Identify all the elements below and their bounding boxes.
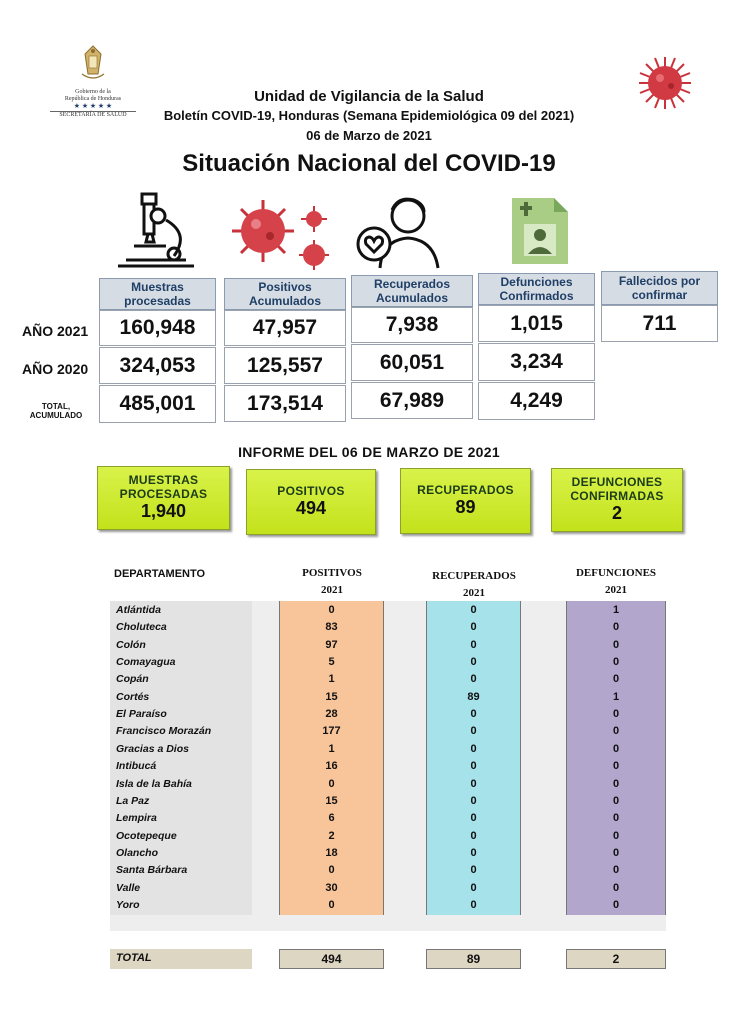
dept-name: El Paraíso [116, 708, 167, 720]
daily-defunciones-label: DEFUNCIONES CONFIRMADAS [570, 475, 664, 503]
total-recuperados: 89 [426, 949, 521, 969]
daily-report-title: INFORME DEL 06 DE MARZO DE 2021 [238, 444, 500, 460]
dept-recuperados: 0 [470, 812, 477, 824]
dept-positivos: 30 [325, 882, 338, 894]
value-recuperados-2021: 7,938 [351, 307, 473, 343]
dept-recuperados: 0 [470, 604, 477, 616]
dept-recuperados: 89 [467, 691, 480, 703]
dept-recuperados: 0 [470, 882, 477, 894]
dept-positivos: 83 [325, 621, 338, 633]
dept-name: Yoro [116, 899, 140, 911]
row-label-total: TOTAL, ACUMULADO [29, 402, 83, 420]
total-label: TOTAL [116, 952, 152, 964]
dept-name: Francisco Morazán [116, 725, 212, 737]
col-positivos: Positivos Acumulados [224, 278, 346, 310]
value-fallecidos-confirmar: 711 [601, 305, 718, 342]
logo-text-1: Gobierno de la [75, 89, 111, 95]
logo-stars: ★ ★ ★ ★ ★ [73, 102, 113, 110]
dept-name: Atlántida [116, 604, 161, 616]
dept-defunciones: 0 [612, 795, 620, 807]
org-name: Unidad de Vigilancia de la Salud [254, 88, 484, 105]
dept-defunciones: 0 [612, 899, 620, 911]
dept-recuperados: 0 [470, 864, 477, 876]
total-positivos: 494 [279, 949, 384, 969]
col-defunciones: Defunciones Confirmados [478, 273, 595, 305]
col-positivos-year: 2021 [321, 584, 343, 596]
bulletin-title: Boletín COVID-19, Honduras (Semana Epidemiológica 09 del 2021) [163, 108, 575, 123]
dept-defunciones: 0 [612, 673, 620, 685]
row-label-2021: AÑO 2021 [22, 323, 89, 339]
dept-recuperados: 0 [470, 795, 477, 807]
dept-name: Isla de la Bahía [116, 778, 192, 790]
dept-name: Santa Bárbara [116, 864, 188, 876]
col-positivos-label: POSITIVOS [302, 567, 362, 579]
dept-name: Intibucá [116, 760, 157, 772]
dept-defunciones: 0 [612, 847, 620, 859]
dept-positivos: 16 [325, 760, 338, 772]
value-defunciones-2020: 3,234 [478, 343, 595, 381]
dept-defunciones: 0 [612, 778, 620, 790]
col-defunciones-label: DEFUNCIONES [575, 567, 657, 579]
value-muestras-2020: 324,053 [99, 347, 216, 384]
dept-name: Colón [116, 639, 146, 651]
dept-positivos: 15 [325, 795, 338, 807]
dept-defunciones: 0 [612, 621, 620, 633]
col-recuperados-year: 2021 [463, 587, 485, 599]
dept-defunciones: 1 [612, 604, 620, 616]
dept-positivos: 18 [325, 847, 338, 859]
dept-defunciones: 0 [612, 656, 620, 668]
dept-recuperados: 0 [470, 621, 477, 633]
logo-text-2: República de Honduras [64, 96, 122, 102]
daily-defunciones-value: 2 [611, 503, 622, 523]
value-positivos-2020: 125,557 [224, 347, 346, 384]
dept-name: Valle [116, 882, 141, 894]
dept-recuperados: 0 [470, 899, 477, 911]
daily-recuperados-label: RECUPERADOS [417, 483, 514, 497]
daily-positivos-label: POSITIVOS [277, 484, 345, 498]
dept-positivos: 28 [325, 708, 338, 720]
dept-defunciones: 0 [612, 743, 620, 755]
dept-name: Copán [116, 673, 149, 685]
dept-positivos: 1 [328, 743, 335, 755]
dept-name: Lempira [116, 812, 157, 824]
value-defunciones-total: 4,249 [478, 382, 595, 420]
total-defunciones: 2 [566, 949, 666, 969]
dept-recuperados: 0 [470, 725, 477, 737]
dept-positivos: 15 [325, 691, 338, 703]
daily-recuperados-value: 89 [455, 497, 476, 517]
dept-positivos: 0 [328, 778, 335, 790]
dept-recuperados: 0 [470, 760, 477, 772]
row-label-2020: AÑO 2020 [22, 361, 89, 377]
dept-positivos: 177 [322, 725, 341, 737]
daily-muestras-label: MUESTRAS PROCESADAS [119, 473, 208, 501]
value-recuperados-2020: 60,051 [351, 344, 473, 381]
value-recuperados-total: 67,989 [351, 382, 473, 419]
dept-name: Gracias a Dios [116, 743, 189, 755]
dept-name: Comayagua [116, 656, 176, 668]
page-title: Situación Nacional del COVID-19 [182, 150, 556, 177]
value-muestras-2021: 160,948 [99, 310, 216, 346]
dept-positivos: 0 [328, 864, 335, 876]
logo-text-3: SECRETARÍA DE SALUD [50, 111, 136, 119]
dept-positivos: 97 [325, 639, 338, 651]
col-recuperados: Recuperados Acumulados [351, 275, 473, 307]
dept-name: Choluteca [116, 621, 167, 633]
col-fallecidos: Fallecidos por confirmar [601, 271, 718, 305]
daily-positivos-value: 494 [295, 498, 327, 518]
dept-positivos: 6 [328, 812, 335, 824]
col-defunciones-year: 2021 [605, 584, 627, 596]
value-positivos-total: 173,514 [224, 385, 346, 422]
dept-positivos: 2 [328, 830, 335, 842]
dept-recuperados: 0 [470, 639, 477, 651]
value-defunciones-2021: 1,015 [478, 305, 595, 342]
value-positivos-2021: 47,957 [224, 310, 346, 346]
dept-name: Cortés [116, 691, 150, 703]
dept-positivos: 0 [328, 899, 335, 911]
dept-defunciones: 0 [612, 882, 620, 894]
dept-recuperados: 0 [470, 778, 477, 790]
dept-name: Olancho [116, 847, 159, 859]
col-departamento: DEPARTAMENTO [114, 568, 206, 580]
dept-name: La Paz [116, 795, 150, 807]
dept-defunciones: 0 [612, 864, 620, 876]
dept-positivos: 5 [328, 656, 335, 668]
daily-muestras-value: 1,940 [140, 501, 187, 521]
dept-recuperados: 0 [470, 830, 477, 842]
dept-defunciones: 0 [612, 812, 620, 824]
dept-defunciones: 0 [612, 830, 620, 842]
dept-recuperados: 0 [470, 708, 477, 720]
dept-defunciones: 1 [612, 691, 620, 703]
dept-defunciones: 0 [612, 725, 620, 737]
bulletin-date: 06 de Marzo de 2021 [306, 128, 432, 143]
dept-name: Ocotepeque [116, 830, 177, 842]
col-muestras: Muestras procesadas [99, 278, 216, 310]
dept-recuperados: 0 [470, 743, 477, 755]
value-muestras-total: 485,001 [99, 385, 216, 423]
col-recuperados-label: RECUPERADOS [432, 570, 516, 582]
dept-positivos: 0 [328, 604, 335, 616]
dept-recuperados: 0 [470, 847, 477, 859]
dept-defunciones: 0 [612, 708, 620, 720]
dept-defunciones: 0 [612, 760, 620, 772]
dept-recuperados: 0 [470, 673, 477, 685]
dept-positivos: 1 [328, 673, 335, 685]
dept-recuperados: 0 [470, 656, 477, 668]
dept-defunciones: 0 [612, 639, 620, 651]
